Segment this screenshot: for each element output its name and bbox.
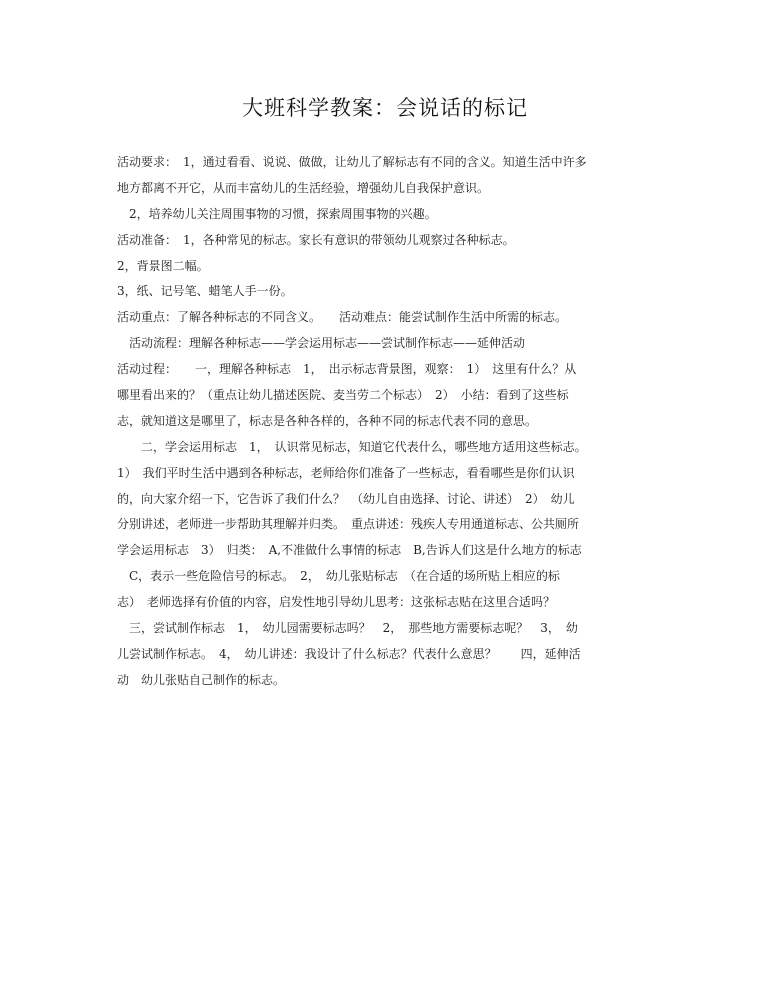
page-title: 大班科学教案：会说话的标记 [242, 96, 528, 120]
text-line: 哪里看出来的？（重点让幼儿描述医院、麦当劳二个标志） 2） 小结：看到了这些标 [117, 388, 569, 403]
text-line: 2，背景图二幅。 [117, 258, 209, 273]
text-line: 活动准备： 1，各种常见的标志。家长有意识的带领幼儿观察过各种标志。 [117, 232, 515, 247]
text-line: 三，尝试制作标志 1， 幼儿园需要标志吗？ 2， 那些地方需要标志呢？ 3， 幼 [117, 621, 578, 636]
text-line: 2，培养幼儿关注周围事物的习惯，探索周围事物的兴趣。 [117, 206, 437, 221]
text-line: 的，向大家介绍一下，它告诉了我们什么？ （幼儿自由选择、讨论、讲述） 2） 幼儿 [117, 491, 575, 506]
text-line: C，表示一些危险信号的标志。 2， 幼儿张贴标志 （在合适的场所贴上相应的标 [117, 569, 560, 584]
text-line: 地方都离不开它，从而丰富幼儿的生活经验，增强幼儿自我保护意识。 [117, 180, 490, 195]
text-line: 活动重点：了解各种标志的不同含义。 活动难点：能尝试制作生活中所需的标志。 [117, 310, 568, 325]
text-line: 志，就知道这是哪里了，标志是各种各样的，各种不同的标志代表不同的意思。 [117, 413, 538, 428]
text-line: 动 幼儿张贴自己制作的标志。 [117, 672, 286, 687]
text-line: 志） 老师选择有价值的内容，启发性地引导幼儿思考：这张标志贴在这里合适吗？ [117, 595, 556, 610]
text-line: 活动流程：理解各种标志——学会运用标志——尝试制作标志——延伸活动 [117, 336, 526, 351]
text-line: 学会运用标志 3） 归类： A,不准做什么事情的标志 B,告诉人们这是什么地方的标志 [117, 543, 582, 558]
text-line: 儿尝试制作标志。 4， 幼儿讲述：我设计了什么标志？代表什么意思？ 四，延伸活 [117, 646, 581, 661]
lesson-body [117, 150, 657, 694]
text-line: 1） 我们平时生活中遇到各种标志，老师给你们准备了一些标志，看看哪些是你们认识 [117, 465, 575, 480]
text-line: 活动要求： 1，通过看看、说说、做做，让幼儿了解标志有不同的含义。知道生活中许多 [117, 155, 587, 169]
text-line: 二，学会运用标志 1， 认识常见标志，知道它代表什么，哪些地方适用这些标志。 [117, 439, 587, 454]
text-line: 分别讲述，老师进一步帮助其理解并归类。 重点讲述：残疾人专用通道标志、公共厕所 [117, 517, 580, 532]
text-line: 活动过程： 一，理解各种标志 1， 出示标志背景图，观察： 1） 这里有什么？从 [117, 362, 577, 377]
text-line: 3，纸、记号笔、蜡笔人手一份。 [117, 284, 293, 299]
